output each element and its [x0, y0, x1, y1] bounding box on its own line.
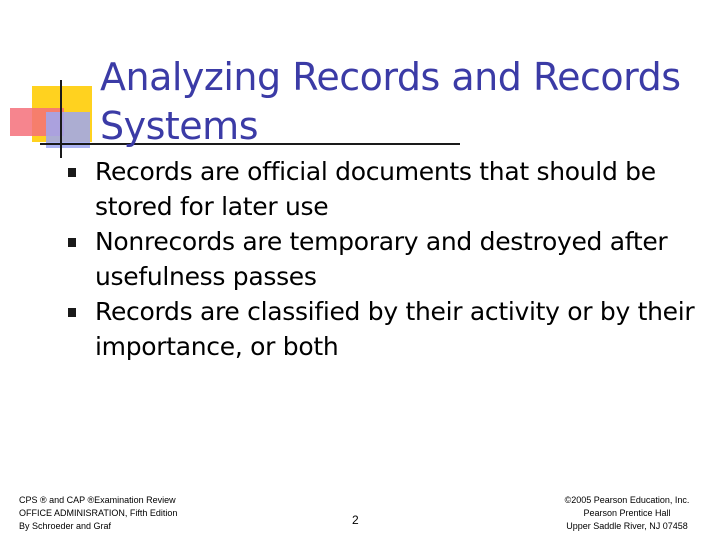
bullet-marker-icon	[68, 168, 76, 177]
footer-left-line: CPS ® and CAP ®Examination Review	[19, 495, 176, 505]
bullet-text: Records are official documents that should be stored for later use	[95, 157, 656, 221]
bullet-marker-icon	[68, 238, 76, 247]
bullet-list	[68, 154, 708, 364]
footer-left	[19, 494, 249, 533]
footer-right	[552, 494, 702, 533]
footer-right-line: Pearson Prentice Hall	[583, 508, 671, 518]
footer-left-line: By Schroeder and Graf	[19, 521, 112, 531]
bullet-item	[68, 294, 708, 364]
footer-right-line: Upper Saddle River, NJ 07458	[566, 521, 688, 531]
bullet-marker-icon	[68, 308, 76, 317]
slide-title: Analyzing Records and Records Systems	[100, 55, 681, 149]
bullet-text: Records are classified by their activity or by their importance, or both	[95, 297, 695, 361]
page-number: 2	[352, 513, 359, 527]
bullet-item	[68, 154, 708, 224]
bullet-text: Nonrecords are temporary and destroyed after usefulness passes	[95, 227, 668, 291]
decor-vertical-line	[60, 80, 62, 158]
footer-right-line: ©2005 Pearson Education, Inc.	[564, 495, 690, 505]
footer-left-line: OFFICE ADMINISRATION, Fifth Edition	[19, 508, 178, 518]
bullet-item	[68, 224, 708, 294]
